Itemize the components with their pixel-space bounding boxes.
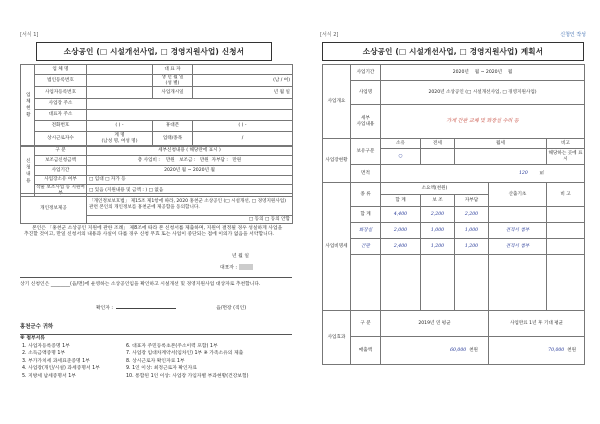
detail-field[interactable]: 가게 간판 교체 및 화장실 수리 등 <box>381 105 585 139</box>
budget-empty-remark[interactable] <box>547 255 585 311</box>
budget-bojo[interactable]: 1,000 <box>421 223 455 239</box>
own-h-remark: 비고 <box>547 139 585 149</box>
period-end: 월 <box>507 69 513 75</box>
label-home: 대표자 주소 <box>35 110 87 121</box>
label-area: 면적 <box>351 165 381 183</box>
label-consent: 개인정보제공 <box>21 194 87 224</box>
apply-table <box>20 146 293 197</box>
recommend-text: 상기 신청인은 ________(읍/면)에 운영하는 소상공인임을 확인하고 시설개선 및 경영지원사업 대상자로 추천합니다. <box>20 282 261 287</box>
attach-item: 8. 상시근로자 확인자료 1부 <box>126 358 185 364</box>
sales-before-field[interactable] <box>381 337 489 365</box>
total-label: 총 사업비 : <box>137 157 160 163</box>
label-lease: 사업장소유 여부 <box>35 176 87 185</box>
label-subsidy: 보조금신청금액 <box>35 156 87 166</box>
section-business: 업체현황 <box>21 65 35 146</box>
attach-item: 2. 소득금액증명 1부 <box>22 351 66 357</box>
application-table <box>20 64 293 146</box>
attach-item: 3. 부가가치세 과세표준증명 1부 <box>22 358 90 364</box>
bizno-field[interactable] <box>87 87 153 99</box>
label-sales: 매출액 <box>351 337 381 365</box>
signer-label: 대표자 : <box>220 265 238 271</box>
own-jeonse-cell[interactable] <box>421 149 455 165</box>
own-monthly-cell[interactable] <box>455 149 547 165</box>
bojo-label: 보조금 : <box>179 157 196 163</box>
attach-item: 9. 1인 이상: 최정근로자 확인자료 <box>126 366 197 372</box>
attach-item: 1. 사업자등록증명 1부 <box>22 344 70 349</box>
budget-remark[interactable] <box>547 223 585 239</box>
own-owned-mark[interactable]: ○ <box>381 149 421 165</box>
label-opendate: 사업개시일 <box>153 87 193 99</box>
budget-self[interactable]: 1,000 <box>455 223 489 239</box>
label-employees: 상시근로자수 <box>35 132 87 146</box>
budget-basis[interactable]: 견적서 첨부 <box>489 239 547 255</box>
pledge-date: 년 월 일 <box>232 254 249 259</box>
sales-after-value: 70,000 <box>548 347 565 353</box>
bizname-field[interactable] <box>87 65 153 75</box>
area-value: 120 <box>518 170 528 176</box>
consent-checkbox-group[interactable]: □ 동의 □ 동의 안함 <box>87 216 293 224</box>
label-addr: 사업장 주소 <box>35 99 87 110</box>
confirm-title: 읍/면장 (직인) <box>216 306 247 311</box>
label-support: 작물 보조사업 등 지원여부 <box>36 185 85 196</box>
won-1: 만원 <box>165 157 175 163</box>
label-rep: 대 표 자 <box>153 65 193 75</box>
budget-empty-self[interactable] <box>455 255 489 311</box>
plan-title: 소상공인 (□ 시설개선사업, □ 경영지원사업) 계획서 <box>322 42 584 61</box>
attach-item: 4. 사업장(개인/시설) 과세증명서 1부 <box>22 366 100 372</box>
budget-basis[interactable]: 견적서 첨부 <box>489 223 547 239</box>
tel-field[interactable]: ( ) - <box>87 121 153 132</box>
budget-self[interactable]: 2,200 <box>455 207 489 223</box>
section-effect: 사업효과 <box>323 311 351 365</box>
sales-before-unit: 천원 <box>469 347 478 353</box>
label-period: 사업기간 <box>35 166 87 176</box>
signer-line <box>220 264 253 272</box>
period-field[interactable] <box>381 65 585 81</box>
budget-kind[interactable]: 화장실 <box>351 223 381 239</box>
budget-sum[interactable]: 4,400 <box>381 207 421 223</box>
budget-empty-kind[interactable] <box>351 255 381 311</box>
home-field[interactable] <box>87 110 293 121</box>
lease-checkbox-group[interactable]: □ 임대 □ 자가 등 <box>87 176 293 185</box>
confirm-line <box>96 306 246 312</box>
period-field[interactable]: 2020년 월 ~ 2020년 월 <box>87 166 293 176</box>
area-field[interactable] <box>381 165 585 183</box>
budget-bojo[interactable]: 1,200 <box>421 239 455 255</box>
section-apply: 신청내용 <box>21 147 35 197</box>
divider-line-2 <box>20 334 292 335</box>
div-desc: 세부신청내용 ( 해당란에 표시 ) <box>87 147 293 156</box>
applicant-note: 신청인 작성 <box>560 32 586 38</box>
own-h-monthly: 월세 <box>455 139 547 149</box>
attach-item: 7. 사업장 임대차계약서(임차인) 1부 ※ 가족소유의 제출 <box>126 351 244 357</box>
own-h-owned: 소유 <box>381 139 421 149</box>
gender-field[interactable]: (남 / 여) <box>193 75 293 87</box>
label-detail: 세부 사업내용 <box>351 105 381 139</box>
budget-empty-sum[interactable] <box>381 255 421 311</box>
attach-item: 6. 대표자 주민등록초본(주소이력 포함) 1부 <box>126 344 218 349</box>
mobile-field[interactable]: ( ) - <box>193 121 293 132</box>
divider-line <box>20 277 292 278</box>
label-amount: 소요액(천원) <box>381 183 489 195</box>
budget-kind[interactable]: 간판 <box>351 239 381 255</box>
budget-remark[interactable] <box>547 239 585 255</box>
budget-empty-bojo[interactable] <box>421 255 455 311</box>
addr-field[interactable] <box>87 99 293 110</box>
application-title: 소상공인 (□ 시설개선사업, □ 경영지원사업) 신청서 <box>36 42 272 61</box>
self-label: 자부담 : <box>211 157 228 163</box>
label-sum: 합 계 <box>381 195 421 207</box>
section-overview: 사업개요 <box>323 65 351 139</box>
sales-after-field[interactable] <box>489 337 585 365</box>
budget-empty-basis[interactable] <box>489 255 547 311</box>
label-biztype: 업태/종목 <box>153 132 193 146</box>
label-div: 구 분 <box>35 147 87 156</box>
budget-row <box>323 239 585 255</box>
plan-form-page <box>300 0 600 424</box>
subsidy-field[interactable] <box>87 156 293 166</box>
budget-sum[interactable]: 2,000 <box>381 223 421 239</box>
budget-sum[interactable]: 2,400 <box>381 239 421 255</box>
budget-row <box>323 207 585 223</box>
period-to: 월 ~ 2020년 <box>474 69 503 75</box>
eff-before-header: 2019년 연 평균 <box>381 311 489 337</box>
won-3: 만원 <box>232 157 242 163</box>
form-number: [서식 2] <box>320 32 339 38</box>
bizname-field[interactable]: 2020년 소상공인 (□ 시설개선사업, □ 경영지원사업) <box>381 81 585 105</box>
attachments-list <box>22 344 294 380</box>
section-site: 사업장현황 <box>323 139 351 183</box>
addressee: 홍천군수 귀하 <box>20 324 54 330</box>
budget-self[interactable]: 1,200 <box>455 239 489 255</box>
plan-table <box>322 64 585 365</box>
own-note: 해당하는 곳에 표시 <box>547 149 585 165</box>
sales-after-unit: 천원 <box>567 347 577 353</box>
confirm-label: 확인자 : <box>96 306 114 311</box>
area-unit: ㎡ <box>539 170 545 176</box>
employees-field[interactable]: 계 명 (남성 명, 여성 명) <box>87 132 153 146</box>
label-tel: 전화번호 <box>35 121 87 132</box>
opendate-field[interactable]: 년 월 일 <box>193 87 293 99</box>
pledge-text: 본인은 「홍천군 소상공인 지원에 관한 조례」 제8조에 따라 본 신청서를 제출하며, 지원이 결정될 경우 성실하게 사업을 추진할 것이고, 만일 신청서의 내용과 사실이 다를 경우 신청 무효 또는 사업이 중단되는 점에 이의가 없음을 서약합니다. <box>24 226 283 238</box>
label-period: 사업기간 <box>351 65 381 81</box>
label-eff-div: 구 분 <box>351 311 381 337</box>
budget-kind: 합 계 <box>351 207 381 223</box>
budget-bojo[interactable]: 2,200 <box>421 207 455 223</box>
label-remark: 비 고 <box>547 183 585 207</box>
label-bizno: 사업자등록번호 <box>35 87 87 99</box>
label-birth: 생 년 월 일 (성 별) <box>153 75 193 87</box>
rep-field[interactable] <box>193 65 293 75</box>
signature-stamp[interactable] <box>239 264 253 270</box>
eff-after-header: 사업완료 1년 후 기대 평균 <box>489 311 585 337</box>
label-corpno: 법인등록번호 <box>35 75 87 87</box>
consent-text: 「개인정보보호법」 제15조 제1항에 따라, 2020 홍천군 소상공인 (□ 시설개선, □ 경영지원사업) 관련 본인의 개인정보를 홍천군에 제공함을 동의합니다. <box>87 194 293 216</box>
label-self: 자부담 <box>455 195 489 207</box>
budget-row <box>323 223 585 239</box>
section-budget: 사업비명세 <box>323 183 351 311</box>
label-own: 보유구분 <box>351 139 381 165</box>
support-checkbox-group[interactable]: □ 있음 (지원내용 및 금액 : ) □ 없음 <box>87 185 293 197</box>
label-basis: 산출기초 <box>489 183 547 207</box>
budget-remark[interactable] <box>547 207 585 223</box>
own-h-jeonse: 전세 <box>421 139 455 149</box>
label-bojo: 보 조 <box>421 195 455 207</box>
attachments-title: ※ 첨부서류 <box>20 336 45 341</box>
won-2: 만원 <box>199 157 209 163</box>
label-bizname: 사업명 <box>351 81 381 105</box>
attach-item: 5. 지방세 납세증명서 1부 <box>22 373 76 379</box>
corpno-field[interactable] <box>87 75 153 87</box>
label-kind: 종 류 <box>351 183 381 207</box>
sales-before-value: 60,000 <box>450 347 467 353</box>
attach-item: 10. 통합된 1인 이상: 사업장 가입자별 부과현황(건강보험) <box>126 373 249 379</box>
confirm-field[interactable] <box>116 308 176 309</box>
consent-table <box>20 193 293 224</box>
biztype-field[interactable]: / <box>193 132 293 146</box>
label-bizname: 업 체 명 <box>35 65 87 75</box>
period-from: 2020년 <box>452 69 469 75</box>
budget-basis[interactable] <box>489 207 547 223</box>
form-number: [서식 1] <box>20 32 39 38</box>
label-mobile: 휴대폰 <box>153 121 193 132</box>
